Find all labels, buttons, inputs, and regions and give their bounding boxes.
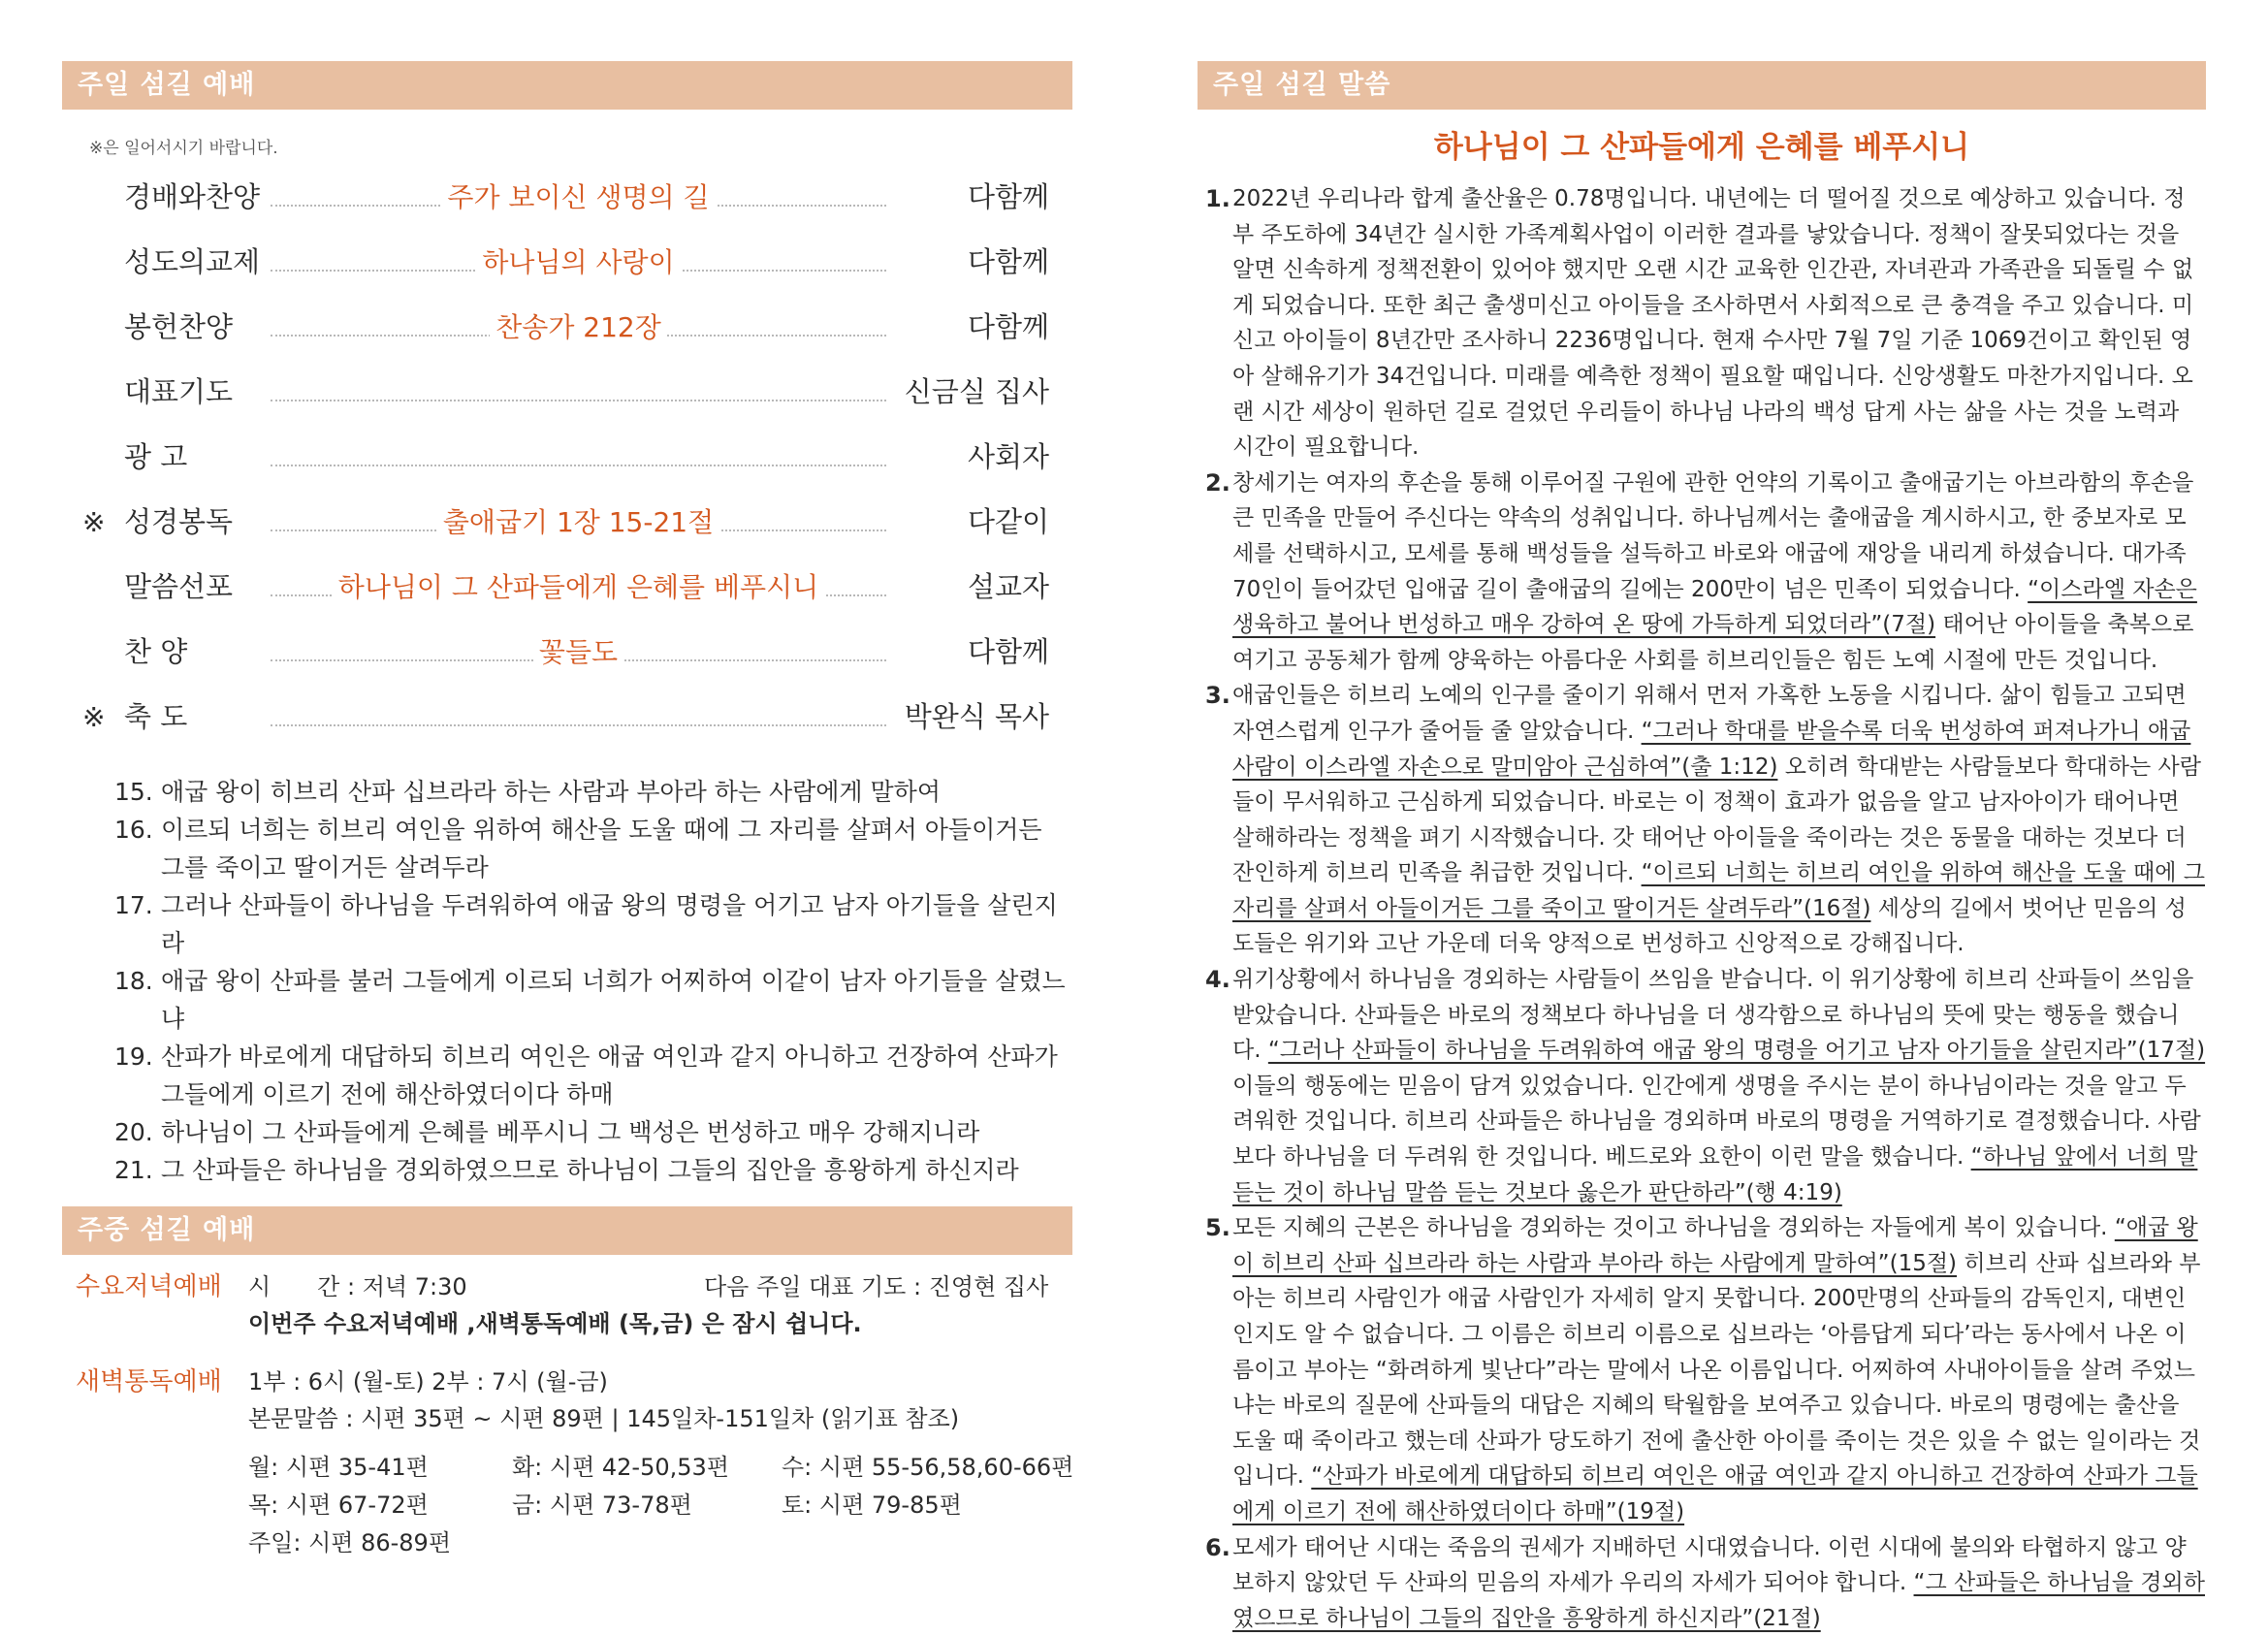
weekday-worship-header: 주중 섬길 예배: [62, 1206, 1072, 1255]
order-leader: 다같이: [967, 505, 1049, 538]
order-row: [62, 620, 1072, 685]
paragraph-number: 1.: [1205, 185, 1230, 212]
order-title: 출애굽기 1장 15-21절: [437, 506, 719, 538]
schedule-item: 수: 시편 55-56,58,60-66편: [782, 1454, 1074, 1481]
stand-note: ※은 일어서시기 바랍니다.: [89, 139, 278, 158]
sermon-header: 주일 섬길 말씀: [1198, 61, 2206, 110]
order-label: 성도의교제: [124, 245, 261, 278]
wednesday-service-name: 수요저녁예배: [76, 1272, 222, 1301]
order-leader: 다함께: [967, 310, 1049, 343]
paragraph-text: 애굽인들은 히브리 노예의 인구를 줄이기 위해서 먼저 가혹한 노동을 시킵니다. 삶이 힘들고 고되면 자연스럽게 인구가 줄어들 줄 알았습니다.: [1232, 683, 2187, 744]
paragraph-text: 오히려 학대받는 사람들보다 학대하는 사람들이 무서워하고 근심하게 되었습니다. 바로는 이 정책이 효과가 없음을 알고 남자아이가 태어나면 살해하라는 정책을 펴기 시작했습니다. 갓 태어난 아이들을 죽이라는 것은 동물을 대하는 것보다 더 잔인하게 히브리 민족을 취급한 것입니다.: [1232, 754, 2201, 886]
paragraph-number: 5.: [1205, 1214, 1230, 1242]
order-row: [62, 230, 1072, 295]
paragraph-text: 히브리 산파 십브라와 부아는 히브리 사람인가 애굽 사람인가 자세히 알지 못합니다. 200만명의 산파들의 감독인지, 대변인인지도 알 수 없습니다. 그 이름은 히브리 이름으로 십브라는 ‘아름답게 되다’라는 동사에서 나온 이름이고 부아는 “화려하게 빛난다”라는 말에서 나온 이름입니다. 어찌하여 사내아이들을 살려 주었느냐는 바로의 질문에 산파들의 대답은 지혜의 탁월함을 보여주고 있습니다. 바로의 명령에는 출산을 도울 때 죽이라고 했는데 산파가 당도하기 전에 출산한 아이를 죽이는 것은 있을 수 없는 일이라는 것입니다.: [1232, 1250, 2201, 1490]
verse: [62, 1113, 1072, 1151]
verse-number: 19.: [114, 1043, 153, 1071]
next-prayer-leader: 다음 주일 대표 기도 : 진영현 집사: [704, 1273, 1049, 1300]
verse-number: 17.: [114, 891, 153, 919]
right-column: [1198, 61, 2206, 1636]
sermon-paragraph: [1198, 1530, 2206, 1636]
scripture-quote: “그러나 학대를 받을수록 더욱 번성하여 퍼져나가니 애굽 사람이 이스라엘 자손으로 말미암아 근심하여”(출 1:12): [1232, 718, 2191, 780]
paragraph-number: 2.: [1205, 468, 1230, 497]
order-label: 찬 양: [124, 635, 188, 668]
order-label: 대표기도: [124, 375, 234, 408]
verse-text: 산파가 바로에게 대답하되 히브리 여인은 애굽 여인과 같지 아니하고 건장하여 산파가 그들에게 이르기 전에 해산하였더이다 하매: [161, 1043, 1058, 1108]
order-leader: 다함께: [967, 245, 1049, 278]
order-label: 경배와찬양: [124, 180, 261, 213]
order-label: 말씀선포: [124, 570, 234, 603]
scripture-quote: “이르되 너희는 히브리 여인을 위하여 해산을 도울 때에 그 자리를 살펴서 아들이거든 그를 죽이고 딸이거든 살려두라”(16절): [1232, 860, 2205, 921]
order-row: [62, 360, 1072, 425]
sermon-paragraph: [1198, 678, 2206, 962]
verse-text: 그러나 산파들이 하나님을 두려워하여 애굽 왕의 명령을 어기고 남자 아기들을 살린지라: [161, 891, 1058, 957]
order-title: 찬송가 212장: [490, 311, 667, 343]
schedule-item: 목: 시편 67-72편: [248, 1492, 429, 1519]
verse-text: 그 산파들은 하나님을 경외하였으므로 하나님이 그들의 집안을 흥왕하게 하신지라: [161, 1156, 1019, 1184]
scripture-verses: [62, 773, 1072, 1189]
paragraph-text: 위기상황에서 하나님을 경외하는 사람들이 쓰임을 받습니다. 이 위기상황에 히브리 산파들이 쓰임을 받았습니다. 산파들은 바로의 정책보다 하나님을 더 생각함으로 하나님의 뜻에 맞는 행동을 했습니다.: [1232, 967, 2194, 1064]
order-label: 광 고: [124, 440, 188, 473]
order-row: [62, 555, 1072, 620]
stand-mark: ※: [82, 506, 106, 538]
dotted-leader-line: [271, 724, 886, 726]
paragraph-number: 4.: [1205, 966, 1230, 994]
verse: [62, 773, 1072, 811]
order-title: 하나님이 그 산파들에게 은혜를 베푸시니: [333, 571, 824, 603]
weekday-worship-section: [62, 1206, 1072, 1562]
paragraph-text: 창세기는 여자의 후손을 통해 이루어질 구원에 관한 언약의 기록이고 출애굽기는 아브라함의 후손을 큰 민족을 만들어 주신다는 약속의 성취입니다. 하나님께서는 출애굽을 계시하시고, 한 중보자로 모세를 선택하시고, 모세를 통해 백성들을 설득하고 바로와 애굽에 재앙을 내리게 하셨습니다. 대가족 70인이 들어갔던 입애굽 길이 출애굽의 길에는 200만이 넘은 민족이 되었습니다.: [1232, 469, 2194, 602]
schedule-item: 토: 시편 79-85편: [782, 1492, 962, 1519]
paragraph-text: 모든 지혜의 근본은 하나님을 경외하는 것이고 하나님을 경외하는 자들에게 복이 있습니다.: [1232, 1215, 2115, 1241]
verse-text: 애굽 왕이 히브리 산파 십브라라 하는 사람과 부아라 하는 사람에게 말하여: [161, 778, 941, 806]
order-title: 하나님의 사랑이: [476, 246, 680, 278]
paragraph-text: 세상의 길에서 벗어난 믿음의 성도들은 위기와 고난 가운데 더욱 양적으로 번성하고 신앙적으로 강해집니다.: [1232, 895, 2187, 957]
paragraph-text: 이들의 행동에는 믿음이 담겨 있었습니다. 인간에게 생명을 주시는 분이 하나님이라는 것을 알고 두려워한 것입니다. 히브리 산파들은 하나님을 경외하며 바로의 명령을 거역하기로 결정했습니다. 사람보다 하나님을 더 두려워 한 것입니다. 베드로와 요한이 이런 말을 했습니다.: [1232, 1073, 2201, 1171]
order-row: [62, 165, 1072, 230]
schedule-item: 주일: 시편 86-89편: [248, 1529, 452, 1556]
dawn-service-name: 새벽통독예배: [76, 1367, 222, 1396]
order-row: [62, 295, 1072, 360]
verse-number: 21.: [114, 1156, 153, 1184]
schedule-item: 월: 시편 35-41편: [248, 1454, 429, 1481]
wednesday-time: 시 간 : 저녁 7:30: [248, 1273, 467, 1300]
scripture-quote: “그 산파들은 하나님을 경외하였으므로 하나님이 그들의 집안을 흥왕하게 하신지라”(21절): [1232, 1570, 2205, 1631]
verse-number: 16.: [114, 816, 153, 844]
sermon-paragraph: [1198, 1210, 2206, 1529]
order-title: 꽃들도: [533, 636, 623, 668]
order-label: 성경봉독: [124, 505, 234, 538]
verse-number: 18.: [114, 967, 153, 995]
order-title: 주가 보이신 생명의 길: [441, 181, 715, 213]
paragraph-text: 2022년 우리나라 합계 출산율은 0.78명입니다. 내년에는 더 떨어질 것으로 예상하고 있습니다. 정부 주도하에 34년간 실시한 가족계획사업이 이러한 결과를 낳았습니다. 정책이 잘못되었다는 것을 알면 신속하게 정책전환이 있어야 했지만 오랜 시간 교육한 인간관, 자녀관과 가족관을 되돌릴 수 없게 되었습니다. 또한 최근 출생미신고 아이들을 조사하면서 사회적으로 큰 충격을 주고 있습니다. 미신고 아이들이 8년간만 조사하니 2236명입니다. 현재 수사만 7월 7일 기준 1069건이고 확인된 영아 살해유기가 34건입니다. 미래를 예측한 정책이 필요할 때입니다. 신앙생활도 마찬가지입니다. 오랜 시간 세상이 원하던 길로 걸었던 우리들이 하나님 나라의 백성 답게 사는 삶을 사는 것을 노력과 시간이 필요합니다.: [1232, 186, 2194, 461]
order-row: [62, 490, 1072, 555]
wednesday-notice: 이번주 수요저녁예배 ,새벽통독예배 (목,금) 은 잠시 쉽니다.: [248, 1310, 862, 1337]
order-leader: 사회자: [967, 440, 1049, 473]
verse: [62, 811, 1072, 886]
stand-mark: ※: [82, 701, 106, 733]
order-label: 축 도: [124, 700, 188, 733]
paragraph-number: 6.: [1205, 1533, 1230, 1561]
verse-text: 이르되 너희는 히브리 여인을 위하여 해산을 도울 때에 그 자리를 살펴서 아들이거든 그를 죽이고 딸이거든 살려두라: [161, 816, 1042, 882]
paragraph-number: 3.: [1205, 682, 1230, 710]
order-row: [62, 425, 1072, 490]
scripture-quote: “그러나 산파들이 하나님을 두려워하여 애굽 왕의 명령을 어기고 남자 아기들을 살린지라”(17절): [1267, 1038, 2206, 1064]
sermon-paragraph: [1198, 465, 2206, 679]
order-leader: 신금실 집사: [904, 375, 1049, 408]
verse: [62, 962, 1072, 1038]
verse-text: 하나님이 그 산파들에게 은혜를 베푸시니 그 백성은 번성하고 매우 강해지니라: [161, 1118, 980, 1146]
verse: [62, 1151, 1072, 1189]
sunday-worship-header: 주일 섬길 예배: [62, 61, 1072, 110]
order-row: [62, 685, 1072, 750]
paragraph-text: 태어난 아이들을 축복으로 여기고 공동체가 함께 양육하는 아름다운 사회를 히브리인들은 힘든 노예 시절에 만든 것입니다.: [1232, 612, 2194, 673]
verse-number: 20.: [114, 1118, 153, 1146]
order-leader: 설교자: [967, 570, 1049, 603]
verse-text: 애굽 왕이 산파를 불러 그들에게 이르되 너희가 어찌하여 이같이 남자 아기들을 살렸느냐: [161, 967, 1066, 1033]
verse: [62, 1038, 1072, 1113]
sermon-paragraph: [1198, 181, 2206, 465]
sermon-title: 하나님이 그 산파들에게 은혜를 베푸시니: [1433, 130, 1970, 165]
left-column: [62, 61, 1072, 1562]
scripture-quote: “산파가 바로에게 대답하되 히브리 여인은 애굽 여인과 같지 아니하고 건장하여 산파가 그들에게 이르기 전에 해산하였더이다 하매”(19절): [1232, 1463, 2198, 1524]
schedule-item: 화: 시편 42-50,53편: [512, 1454, 729, 1481]
scripture-quote: “애굽 왕이 히브리 산파 십브라라 하는 사람과 부아라 하는 사람에게 말하여”(15절): [1232, 1215, 2198, 1276]
sermon-paragraph: [1198, 962, 2206, 1210]
dotted-leader-line: [271, 465, 886, 466]
wednesday-service: [62, 1268, 1072, 1342]
dotted-leader-line: [271, 400, 886, 401]
verse-number: 15.: [114, 778, 153, 806]
order-leader: 다함께: [967, 180, 1049, 213]
verse: [62, 886, 1072, 962]
order-leader: 다함께: [967, 635, 1049, 668]
order-label: 봉헌찬양: [124, 310, 234, 343]
sermon-paragraphs: [1198, 181, 2206, 1636]
dawn-time: 1부 : 6시 (월-토) 2부 : 7시 (월-금): [248, 1368, 608, 1395]
scripture-quote: “이스라엘 자손은 생육하고 불어나 번성하고 매우 강하여 온 땅에 가득하게 되었더라”(7절): [1232, 576, 2197, 638]
reading-schedule: [248, 1449, 1072, 1562]
scripture-quote: “하나님 앞에서 너희 말 듣는 것이 하나님 말씀 듣는 것보다 옳은가 판단하라”(행 4:19): [1232, 1144, 2198, 1205]
worship-order-list: [62, 165, 1072, 750]
order-leader: 박완식 목사: [904, 700, 1049, 733]
schedule-item: 금: 시편 73-78편: [512, 1492, 692, 1519]
dawn-service: [62, 1363, 1072, 1562]
paragraph-text: 모세가 태어난 시대는 죽음의 권세가 지배하던 시대였습니다. 이런 시대에 불의와 타협하지 않고 양보하지 않았던 두 산파의 믿음의 자세가 우리의 자세가 되어야 합니다.: [1232, 1534, 2187, 1596]
dawn-text: 본문말씀 : 시편 35편 ~ 시편 89편 | 145일차-151일차 (읽기표 참조): [248, 1405, 960, 1432]
